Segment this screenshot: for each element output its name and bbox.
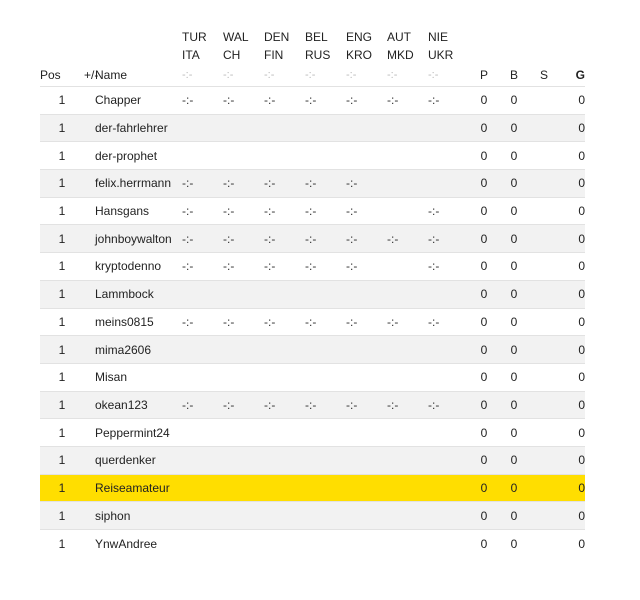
row-tip-match-3 (264, 446, 305, 474)
row-tip-match-6 (387, 530, 428, 558)
row-bonus: 0 (499, 280, 529, 308)
row-tip-match-3: -:- (264, 170, 305, 198)
row-tip-match-2 (223, 280, 264, 308)
row-tip-match-7 (428, 474, 469, 502)
table-row (40, 197, 585, 225)
row-bonus: 0 (499, 391, 529, 419)
match-7-team2[interactable]: UKR (428, 48, 454, 62)
row-diff (84, 530, 95, 558)
row-tip-match-3 (264, 530, 305, 558)
row-tip-match-6 (387, 280, 428, 308)
row-diff (84, 197, 95, 225)
row-tip-match-3 (264, 280, 305, 308)
row-tip-match-3: -:- (264, 197, 305, 225)
header-row-team2 (40, 46, 585, 64)
row-diff (84, 336, 95, 364)
row-diff (84, 114, 95, 142)
row-tip-match-7: -:- (428, 225, 469, 253)
row-player-name[interactable]: siphon (95, 502, 182, 530)
row-s (529, 336, 559, 364)
table-row (40, 225, 585, 253)
row-player-name[interactable]: kryptodenno (95, 253, 182, 281)
row-tip-match-1: -:- (182, 253, 223, 281)
row-pos: 1 (40, 170, 84, 198)
match-6-team1[interactable]: AUT (387, 30, 411, 44)
row-tip-match-1: -:- (182, 391, 223, 419)
row-tip-match-1 (182, 446, 223, 474)
row-tip-match-6: -:- (387, 308, 428, 336)
row-s (529, 391, 559, 419)
row-total: 0 (559, 502, 585, 530)
row-player-name[interactable]: Hansgans (95, 197, 182, 225)
row-tip-match-6 (387, 419, 428, 447)
row-tip-match-7 (428, 419, 469, 447)
row-tip-match-4 (305, 336, 346, 364)
table-row (40, 336, 585, 364)
row-tip-match-5 (346, 142, 387, 170)
row-tip-match-3 (264, 419, 305, 447)
row-tip-match-1 (182, 142, 223, 170)
row-tip-match-2: -:- (223, 197, 264, 225)
row-tip-match-5 (346, 446, 387, 474)
row-diff (84, 170, 95, 198)
table-row (40, 363, 585, 391)
row-total: 0 (559, 308, 585, 336)
row-tip-match-4 (305, 446, 346, 474)
row-tip-match-7: -:- (428, 391, 469, 419)
row-tip-match-4 (305, 530, 346, 558)
row-tip-match-5: -:- (346, 308, 387, 336)
row-tip-match-7: -:- (428, 308, 469, 336)
row-tip-match-7 (428, 336, 469, 364)
row-pos: 1 (40, 87, 84, 115)
row-pos: 1 (40, 114, 84, 142)
row-diff (84, 391, 95, 419)
row-tip-match-4: -:- (305, 308, 346, 336)
match-1-team1[interactable]: TUR (182, 30, 207, 44)
row-pos: 1 (40, 502, 84, 530)
row-tip-match-1 (182, 419, 223, 447)
row-tip-match-6: -:- (387, 391, 428, 419)
row-tip-match-2 (223, 142, 264, 170)
row-total: 0 (559, 530, 585, 558)
row-total: 0 (559, 363, 585, 391)
header-row-team1 (40, 28, 585, 46)
row-tip-match-5: -:- (346, 197, 387, 225)
row-points: 0 (469, 391, 499, 419)
row-tip-match-7 (428, 114, 469, 142)
row-tip-match-6 (387, 446, 428, 474)
table-row (40, 114, 585, 142)
row-player-name[interactable]: Peppermint24 (95, 419, 182, 447)
row-total: 0 (559, 280, 585, 308)
row-points: 0 (469, 363, 499, 391)
row-tip-match-3 (264, 474, 305, 502)
row-player-name[interactable]: Reiseamateur (95, 474, 182, 502)
row-tip-match-7: -:- (428, 87, 469, 115)
row-pos: 1 (40, 391, 84, 419)
row-points: 0 (469, 446, 499, 474)
row-pos: 1 (40, 253, 84, 281)
table-row (40, 253, 585, 281)
row-tip-match-7 (428, 363, 469, 391)
row-tip-match-2 (223, 363, 264, 391)
match-7-team1[interactable]: NIE (428, 30, 449, 44)
row-total: 0 (559, 419, 585, 447)
row-tip-match-4: -:- (305, 253, 346, 281)
row-s (529, 308, 559, 336)
row-points: 0 (469, 170, 499, 198)
row-total: 0 (559, 114, 585, 142)
row-total: 0 (559, 87, 585, 115)
row-diff (84, 363, 95, 391)
match-5-result: -:- (346, 69, 357, 81)
row-pos: 1 (40, 419, 84, 447)
row-tip-match-3: -:- (264, 391, 305, 419)
row-tip-match-5: -:- (346, 170, 387, 198)
col-header-name: Name (95, 68, 128, 82)
match-2-team2[interactable]: CH (223, 48, 241, 62)
table-row (40, 87, 585, 115)
row-tip-match-3 (264, 336, 305, 364)
match-4-team2[interactable]: RUS (305, 48, 331, 62)
row-bonus: 0 (499, 502, 529, 530)
row-tip-match-2 (223, 502, 264, 530)
row-tip-match-2 (223, 530, 264, 558)
row-s (529, 446, 559, 474)
row-diff (84, 253, 95, 281)
row-tip-match-4: -:- (305, 391, 346, 419)
row-bonus: 0 (499, 114, 529, 142)
row-points: 0 (469, 87, 499, 115)
row-diff (84, 419, 95, 447)
match-5-team2[interactable]: KRO (346, 48, 373, 62)
row-s (529, 170, 559, 198)
match-1-team2[interactable]: ITA (182, 48, 200, 62)
row-s (529, 530, 559, 558)
row-tip-match-7 (428, 280, 469, 308)
row-pos: 1 (40, 530, 84, 558)
row-s (529, 197, 559, 225)
row-tip-match-4 (305, 502, 346, 530)
row-tip-match-5: -:- (346, 391, 387, 419)
row-bonus: 0 (499, 87, 529, 115)
row-total: 0 (559, 336, 585, 364)
match-3-team2[interactable]: FIN (264, 48, 284, 62)
row-tip-match-3 (264, 502, 305, 530)
row-bonus: 0 (499, 530, 529, 558)
row-tip-match-3 (264, 114, 305, 142)
col-header-s: S (539, 68, 548, 82)
row-tip-match-6 (387, 142, 428, 170)
row-tip-match-6 (387, 170, 428, 198)
row-tip-match-1 (182, 114, 223, 142)
row-tip-match-5 (346, 530, 387, 558)
row-points: 0 (469, 142, 499, 170)
row-bonus: 0 (499, 142, 529, 170)
standings-table (40, 28, 585, 557)
row-tip-match-6: -:- (387, 225, 428, 253)
row-tip-match-4 (305, 114, 346, 142)
row-tip-match-5 (346, 502, 387, 530)
row-tip-match-2 (223, 474, 264, 502)
row-tip-match-6 (387, 114, 428, 142)
row-tip-match-4 (305, 280, 346, 308)
row-player-name[interactable]: felix.herrmann (95, 170, 182, 198)
match-4-team1[interactable]: BEL (305, 30, 328, 44)
row-tip-match-2 (223, 419, 264, 447)
row-pos: 1 (40, 225, 84, 253)
row-player-name[interactable]: der-fahrlehrer (95, 114, 182, 142)
col-header-p: P (479, 68, 488, 82)
row-s (529, 419, 559, 447)
row-tip-match-3: -:- (264, 253, 305, 281)
row-total: 0 (559, 225, 585, 253)
row-points: 0 (469, 502, 499, 530)
row-tip-match-5 (346, 363, 387, 391)
row-total: 0 (559, 142, 585, 170)
row-tip-match-1: -:- (182, 225, 223, 253)
row-tip-match-7 (428, 446, 469, 474)
row-points: 0 (469, 225, 499, 253)
row-tip-match-2 (223, 114, 264, 142)
row-tip-match-4 (305, 419, 346, 447)
row-tip-match-1 (182, 363, 223, 391)
row-tip-match-4 (305, 363, 346, 391)
row-pos: 1 (40, 474, 84, 502)
row-tip-match-6 (387, 197, 428, 225)
match-3-team1[interactable]: DEN (264, 30, 290, 44)
table-header (40, 28, 585, 87)
row-tip-match-2: -:- (223, 308, 264, 336)
row-diff (84, 502, 95, 530)
table-row (40, 530, 585, 558)
row-points: 0 (469, 530, 499, 558)
table-row (40, 308, 585, 336)
row-points: 0 (469, 197, 499, 225)
row-pos: 1 (40, 363, 84, 391)
table-row (40, 502, 585, 530)
row-tip-match-1 (182, 336, 223, 364)
table-body (40, 87, 585, 558)
row-tip-match-6 (387, 363, 428, 391)
row-tip-match-3: -:- (264, 87, 305, 115)
row-bonus: 0 (499, 197, 529, 225)
row-points: 0 (469, 253, 499, 281)
row-pos: 1 (40, 142, 84, 170)
row-diff (84, 474, 95, 502)
row-tip-match-1: -:- (182, 87, 223, 115)
row-tip-match-5: -:- (346, 253, 387, 281)
row-s (529, 280, 559, 308)
col-header-g: G (575, 68, 585, 82)
row-bonus: 0 (499, 253, 529, 281)
row-points: 0 (469, 308, 499, 336)
row-tip-match-2 (223, 336, 264, 364)
row-player-name[interactable]: Misan (95, 363, 182, 391)
row-points: 0 (469, 280, 499, 308)
row-tip-match-2: -:- (223, 391, 264, 419)
row-bonus: 0 (499, 474, 529, 502)
row-total: 0 (559, 474, 585, 502)
row-bonus: 0 (499, 419, 529, 447)
match-4-result: -:- (305, 69, 316, 81)
row-tip-match-7 (428, 142, 469, 170)
row-s (529, 474, 559, 502)
row-tip-match-5: -:- (346, 87, 387, 115)
row-tip-match-2: -:- (223, 87, 264, 115)
row-tip-match-5 (346, 474, 387, 502)
row-total: 0 (559, 391, 585, 419)
table-row (40, 419, 585, 447)
row-points: 0 (469, 474, 499, 502)
row-tip-match-2: -:- (223, 253, 264, 281)
row-tip-match-6 (387, 253, 428, 281)
row-tip-match-2: -:- (223, 225, 264, 253)
row-tip-match-1 (182, 280, 223, 308)
table-row (40, 280, 585, 308)
table-row (40, 170, 585, 198)
match-6-result: -:- (387, 69, 398, 81)
row-total: 0 (559, 446, 585, 474)
row-tip-match-5 (346, 336, 387, 364)
row-tip-match-4 (305, 474, 346, 502)
row-tip-match-7: -:- (428, 197, 469, 225)
row-tip-match-7 (428, 170, 469, 198)
row-tip-match-1 (182, 474, 223, 502)
row-tip-match-3: -:- (264, 225, 305, 253)
row-diff (84, 225, 95, 253)
col-header-b: B (509, 68, 518, 82)
row-tip-match-6: -:- (387, 87, 428, 115)
row-tip-match-3: -:- (264, 308, 305, 336)
row-player-name[interactable]: meins0815 (95, 308, 182, 336)
row-pos: 1 (40, 197, 84, 225)
row-tip-match-4: -:- (305, 197, 346, 225)
row-tip-match-1: -:- (182, 308, 223, 336)
row-player-name[interactable]: okean123 (95, 391, 182, 419)
table-row (40, 391, 585, 419)
match-3-result: -:- (264, 69, 275, 81)
row-diff (84, 87, 95, 115)
row-points: 0 (469, 336, 499, 364)
row-pos: 1 (40, 336, 84, 364)
row-tip-match-5 (346, 280, 387, 308)
row-player-name[interactable]: Chapper (95, 87, 182, 115)
header-row-labels (40, 64, 585, 87)
row-tip-match-4: -:- (305, 170, 346, 198)
row-tip-match-1: -:- (182, 170, 223, 198)
row-tip-match-7 (428, 502, 469, 530)
row-player-name[interactable]: mima2606 (95, 336, 182, 364)
row-total: 0 (559, 197, 585, 225)
row-tip-match-6 (387, 502, 428, 530)
row-s (529, 142, 559, 170)
row-tip-match-3 (264, 363, 305, 391)
row-player-name[interactable]: der-prophet (95, 142, 182, 170)
col-header-pos: Pos (40, 68, 61, 82)
row-points: 0 (469, 419, 499, 447)
match-6-team2[interactable]: MKD (387, 48, 414, 62)
col-header-diff: +/- (84, 68, 99, 82)
row-tip-match-7 (428, 530, 469, 558)
row-pos: 1 (40, 308, 84, 336)
row-tip-match-6 (387, 474, 428, 502)
row-total: 0 (559, 170, 585, 198)
row-tip-match-7: -:- (428, 253, 469, 281)
row-tip-match-1 (182, 530, 223, 558)
row-tip-match-5: -:- (346, 225, 387, 253)
match-2-result: -:- (223, 69, 234, 81)
row-tip-match-4: -:- (305, 225, 346, 253)
row-s (529, 114, 559, 142)
row-diff (84, 142, 95, 170)
row-pos: 1 (40, 446, 84, 474)
row-s (529, 363, 559, 391)
match-7-result: -:- (428, 69, 439, 81)
row-tip-match-4 (305, 142, 346, 170)
row-tip-match-5 (346, 114, 387, 142)
row-tip-match-6 (387, 336, 428, 364)
row-tip-match-5 (346, 419, 387, 447)
row-player-name[interactable]: YnwAndree (95, 530, 182, 558)
row-diff (84, 308, 95, 336)
row-bonus: 0 (499, 170, 529, 198)
row-tip-match-2: -:- (223, 170, 264, 198)
row-player-name[interactable]: querdenker (95, 446, 182, 474)
row-bonus: 0 (499, 336, 529, 364)
row-tip-match-2 (223, 446, 264, 474)
table-row (40, 474, 585, 502)
row-tip-match-1 (182, 502, 223, 530)
row-points: 0 (469, 114, 499, 142)
row-bonus: 0 (499, 446, 529, 474)
table-row (40, 142, 585, 170)
row-s (529, 225, 559, 253)
match-5-team1[interactable]: ENG (346, 30, 373, 44)
row-tip-match-1: -:- (182, 197, 223, 225)
match-1-result: -:- (182, 69, 193, 81)
row-pos: 1 (40, 280, 84, 308)
row-s (529, 502, 559, 530)
row-bonus: 0 (499, 363, 529, 391)
table-row (40, 446, 585, 474)
row-player-name[interactable]: johnboywalton (95, 225, 182, 253)
row-player-name[interactable]: Lammbock (95, 280, 182, 308)
row-diff (84, 280, 95, 308)
row-bonus: 0 (499, 308, 529, 336)
match-2-team1[interactable]: WAL (223, 30, 249, 44)
row-tip-match-4: -:- (305, 87, 346, 115)
row-total: 0 (559, 253, 585, 281)
row-s (529, 87, 559, 115)
row-diff (84, 446, 95, 474)
row-tip-match-3 (264, 142, 305, 170)
row-bonus: 0 (499, 225, 529, 253)
row-s (529, 253, 559, 281)
